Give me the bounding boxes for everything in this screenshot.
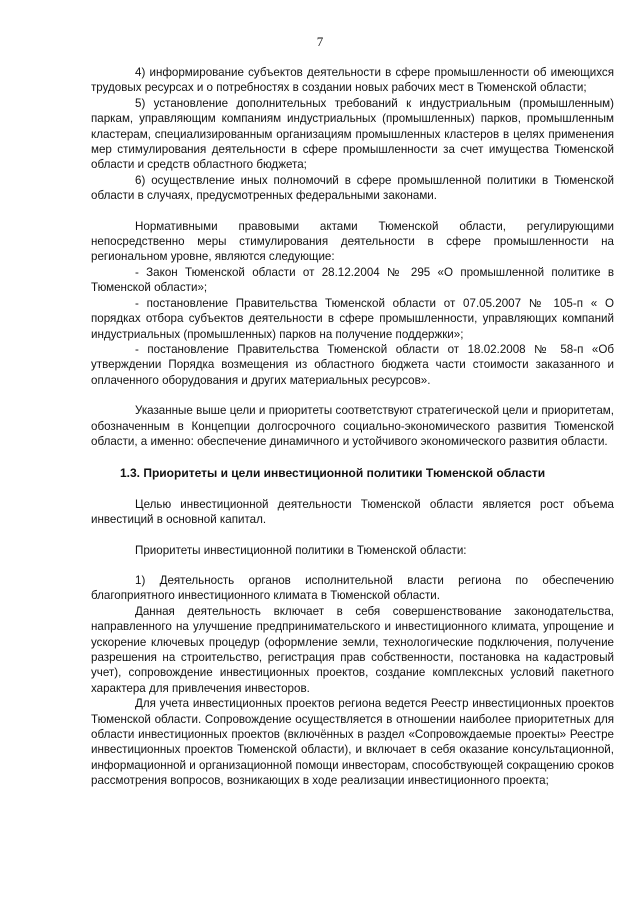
normative-item-decree-58: - постановление Правительства Тюменской области от 18.02.2008 № 58-п «Об утверждении Порядка возмещения из областного бюджета части стоимости заказанного и оплаченного оборудования и других материальных ресурсов». [91,342,614,387]
section-heading: 1.3. Приоритеты и цели инвестиционной политики Тюменской области [120,466,546,481]
priority-1-details: Данная деятельность включает в себя совершенствование законодательства, направленного на улучшение предпринимательского и инвестиционного климата, упрощение и ускорение ключевых процедур (оформление земли, технологические подключения, получение разрешения на строительство, регистрация прав собственности, постановка на кадастровый учет), сопровождение инвестиционных проектов, создание комплексных условий пакетного характера для привлечения инвесторов. [91,604,614,695]
normative-item-law: - Закон Тюменской области от 28.12.2004 № 295 «О промышленной политике в Тюменской области»; [91,265,614,295]
page-number: 7 [316,34,324,49]
document-body [91,65,614,789]
paragraph-item-6: 6) осуществление иных полномочий в сфере промышленной политики в Тюменской области в случаях, предусмотренных федеральными законами. [91,173,614,203]
goals-paragraph: Указанные выше цели и приоритеты соответствуют стратегической цели и приоритетам, обозначенным в Концепции долгосрочного социально-экономического развития Тюменской области, а именно: обеспечение динамичного и устойчивого экономического развития области. [91,404,614,448]
registry-paragraph: Для учета инвестиционных проектов региона ведется Реестр инвестиционных проектов Тюменской области. Сопровождение осуществляется в отношении наиболее приоритетных для области инвестиционных проектов (включённых в раздел «Сопровождаемые проекты» Реестре инвестиционных проектов Тюменской области), и включает в себя оказание консультационной, информационной и организационной помощи инвесторам, способствующей сокращению сроков рассмотрения вопросов, возникающих в ходе реализации инвестиционного проекта; [91,697,614,788]
investment-goal: Целью инвестиционной деятельности Тюменской области является рост объема инвестиций в основной капитал. [91,497,614,527]
priorities-intro: Приоритеты инвестиционной политики в Тюменской области: [135,543,467,557]
priority-1: 1) Деятельность органов исполнительной власти региона по обеспечению благоприятного инвестиционного климата в Тюменской области. [91,573,614,603]
normative-intro: Нормативными правовыми актами Тюменской области, регулирующими непосредственно меры стимулирования деятельности в сфере промышленности на региональном уровне, являются следующие: [91,219,614,264]
paragraph-item-5: 5) установление дополнительных требований к индустриальным (промышленным) паркам, управляющим компаниям индустриальных (промышленных) парков, промышленным кластерам, специализированным организациям промышленных кластеров в целях применения мер стимулирования деятельности в сфере промышленности за счет имущества Тюменской области и средств областного бюджета; [91,96,614,172]
normative-item-decree-105: - постановление Правительства Тюменской области от 07.05.2007 № 105-п « О порядках отбора субъектов деятельности в сфере промышленности, управляющих компаний индустриальных (промышленных) парков на получение поддержки»; [91,296,614,341]
paragraph-item-4: 4) информирование субъектов деятельности в сфере промышленности об имеющихся трудовых ресурсах и о потребностях в создании новых рабочих мест в Тюменской области; [91,66,614,95]
